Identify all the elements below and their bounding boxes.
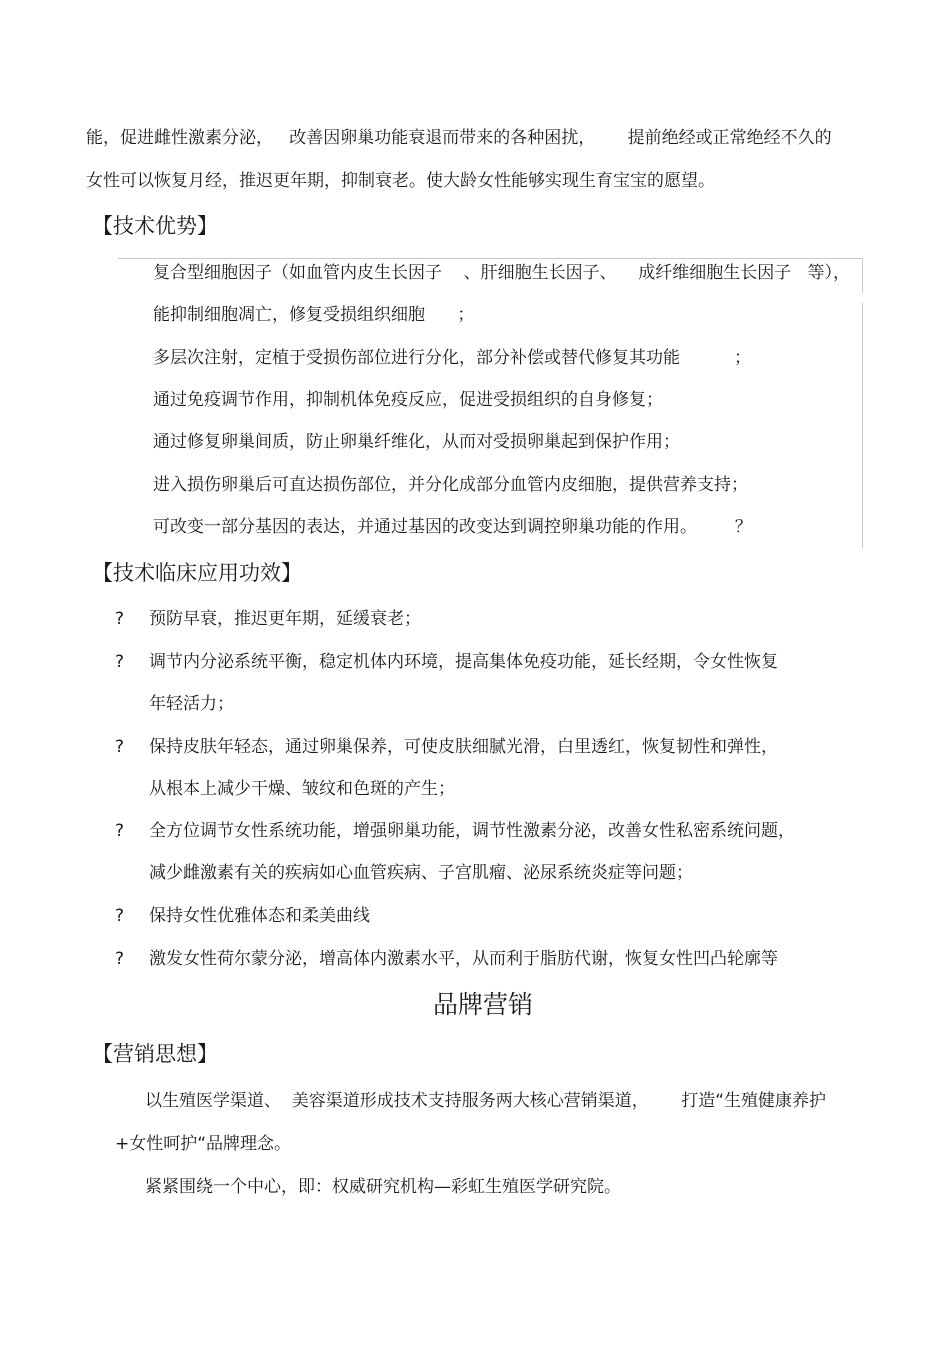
clinical-item-4-line-2: 减少雌激素有关的疾病如心血管疾病、子宫肌瘤、泌尿系统炎症等问题； — [149, 863, 693, 883]
clinical-item-4-line-1: 全方位调节女性系统功能，增强卵巢功能，调节性激素分泌，改善女性私密系统问题， — [149, 821, 795, 841]
clinical-item-3-line-1: 保持皮肤年轻态，通过卵巢保养，可使皮肤细腻光滑，白里透红，恢复韧性和弹性， — [149, 737, 778, 757]
clinical-heading: 【技术临床应用功效】 — [92, 561, 302, 585]
advantage-line-4: 通过免疫调节作用，抑制机体免疫反应，促进受损组织的自身修复； — [153, 390, 663, 410]
intro-line-1: 能，促进雌性激素分泌， 改善因卵巢功能衰退而带来的各种困扰， 提前绝经或正常绝经不久的 — [86, 128, 832, 148]
bullet-marker: ? — [115, 821, 125, 841]
marketing-heading: 【营销思想】 — [92, 1042, 218, 1066]
advantage-line-1: 复合型细胞因子（如血管内皮生长因子 、肝细胞生长因子、 成纤维细胞生长因子 等）， — [153, 263, 850, 283]
tech-advantage-heading: 【技术优势】 — [92, 214, 218, 238]
bullet-marker: ? — [115, 906, 125, 926]
marketing-para-1-line-2: +女性呵护“品牌理念。 — [115, 1134, 292, 1154]
advantage-line-6: 进入损伤卵巢后可直达损伤部位，并分化成部分血管内皮细胞，提供营养支持； — [153, 475, 748, 495]
advantage-line-3: 多层次注射，定植于受损伤部位进行分化，部分补偿或替代修复其功能 ； — [153, 348, 752, 368]
bullet-marker: ? — [115, 609, 125, 629]
advantage-line-2: 能抑制细胞凋亡，修复受损组织细胞 ； — [153, 305, 475, 325]
marketing-para-1-line-1: 以生殖医学渠道、 美容渠道形成技术支持服务两大核心营销渠道， 打造“生殖健康养护 — [145, 1091, 827, 1111]
clinical-item-3-line-2: 从根本上减少干燥、皱纹和色斑的产生； — [149, 779, 455, 799]
advantage-line-5: 通过修复卵巢间质，防止卵巢纤维化，从而对受损卵巢起到保护作用； — [153, 432, 680, 452]
clinical-item-5-line-1: 保持女性优雅体态和柔美曲线 — [149, 906, 370, 926]
brand-section-title: 品牌营销 — [433, 990, 534, 1019]
bullet-marker: ? — [115, 652, 125, 672]
advantage-box-right-rule — [862, 303, 863, 548]
bullet-marker: ? — [115, 949, 125, 969]
clinical-item-2-line-1: 调节内分泌系统平衡，稳定机体内环境，提高集体免疫功能，延长经期，令女性恢复 — [149, 652, 778, 672]
clinical-item-2-line-2: 年轻活力； — [149, 694, 234, 714]
advantage-line-7: 可改变一部分基因的表达，并通过基因的改变达到调控卵巢功能的作用。 ？ — [153, 517, 752, 537]
clinical-item-6-line-1: 激发女性荷尔蒙分泌，增高体内激素水平，从而利于脂肪代谢，恢复女性凹凸轮廓等 — [149, 949, 778, 969]
intro-line-2: 女性可以恢复月经，推迟更年期，抑制衰老。使大龄女性能够实现生育宝宝的愿望。 — [86, 171, 715, 191]
bullet-marker: ? — [115, 737, 125, 757]
marketing-para-2: 紧紧围绕一个中心，即：权威研究机构—彩虹生殖医学研究院。 — [145, 1177, 621, 1197]
clinical-item-1-line-1: 预防早衰，推迟更年期，延缓衰老； — [149, 609, 421, 629]
